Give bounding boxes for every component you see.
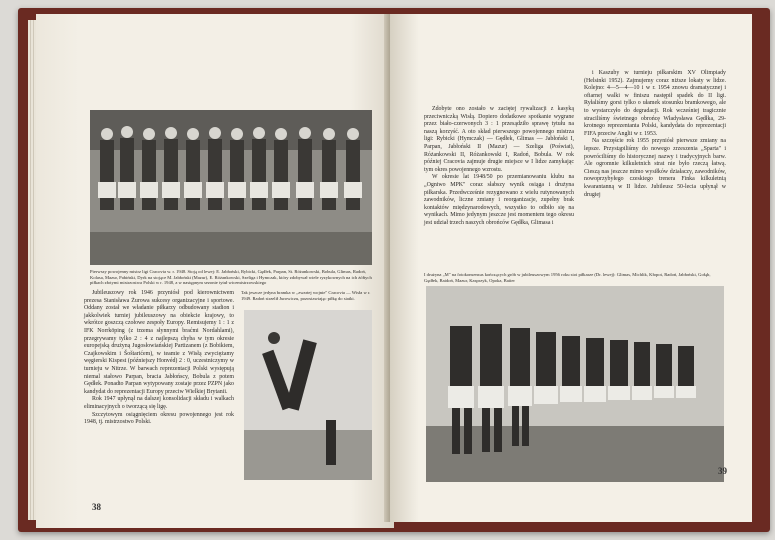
paragraph: W okresie lat 1948/50 po przemianowaniu klubu na „Ogniwo MPK" coraz słabszy wynik osiąga i drużyna piłkarska. Przedwcześnie rezygnowano z wielu rutynowanych zawodników, liczne zmiany i reorganizacje, zupełny brak kontaktów międzynarodowych, wszystko to odbiło się na wynikach. Mimo jedynym jeszcze jest momentem tego okresu jest udział trzech naszych obrońców Gędłka, Glimasa i <box>424 174 574 226</box>
photo-caption: I drużyna „M" na fotokonsensus kończących grób w jubileuszowym 1956 roku stoi piłkarze (Dr. lewej): Glimas, Michlik, Kłopot, Radoń, Jabłoński, Gołąb, Gędłek, Baidoń, Mazur, Kasprzyk, Opoka, Baiier <box>424 272 711 283</box>
match-action-photo <box>244 310 372 480</box>
paragraph: Zdobyte ono zostało w zaciętej rywalizacji z kasyką przeciwniczką Wisłą. Dopiero dodatkowe spotkanie wygrane przez biało-czerwonych 3 : 1 przesądziło sprawę tytułu na naszą korzyść. A oto skład pierwszego powojennego mistrza ligi: Rybicki (Hymczak) — Gędłek, Glimas — Jabłoński I, Parpan, Jabłoński II (Mazur) — Szeliga (Poświat), Różankowski II, Różankowski I, Radoń, Bobula. W rok później Cracovia zajmuje drugie miejsce w I lidze zamykając tym okres powojennego wzrostu. <box>424 106 574 173</box>
left-page <box>36 14 394 528</box>
page-number: 38 <box>92 502 101 512</box>
photo2-caption: Tak jeszcze jedyna bramka w „zwartej wojnie" Cracovia — Wisła w r. 1949. Radoń strzelił Jurowiczu, pozostawiając piłkę do siatki. <box>241 290 371 301</box>
paragraph: i Kaszuby w turnieju piłkarskim XV Olimpiady (Helsinki 1952). Zajmujemy coraz niższe lokaty w lidze. Kolejno: 4—5—4—10 i w r. 1954 znowu dramatycznej i ofiarnej walki w finiszu następił spadek do II ligi. Ryłaliśmy gorsi tylko o ułamek stosunku bramkowego, ale to wystarczyło do degradacji. Rok wcześniej tragicznie straciliśmy świetnego obrońcę Władysława Gędłka, 29-krotnego reprezentanta Polski, kandydata do reprezentacji FIFA przeciw Anglii w r. 1953. <box>584 70 726 137</box>
paragraph: Na szczęście rok 1955 przyniósł pierwsze zmiany na lepsze. Przystąpiliśmy do nowego zrzeszenia „Sparta" i powróciliśmy do historycznej nazwy i tradycyjnych barw. Ale ogromnie kilkuletnich strat nie było rzeczą łatwą. Cieszą nas jeszcze mimo wysiłków działaczy, zawodników, nowoprzybyłego czeskiego trenera Finka kilkuletnią kwarantanną w II lidze. Jubileusz 50-lecia upłynął w drugiej <box>584 138 726 198</box>
paragraph: Jubileuszowy rok 1946 przyniósł pod kierownictwem prezesa Stanisława Żurowa sukcesy organizacyjne i sportowe. Oddany został we władanie piłkarzy odbudowany stadion i jakkolwiek turniej jubileuszowy na obiekcie krajowy, to wkrótce goszczą czołowe zespoły Europy. Remisujemy 1 : 1 z IFK Norrköping (z trzema słynnymi braćmi Nordahlami), przegrywamy tylko 2 : 4 z najlepszą chyba w tym okresie europejską drużyną Jugosłowiańskiej Partizanem (z Bobikiem, Czajkowskim i Šoštarićem), w teamie z Wisłą zwyciężamy węgierski Kispest (późniejszy Honvéd) 2 : 0, uczestniczymy w turnieju w Nitrze. W barwach reprezentacji Polski występują niemal stałowo Parpan, bracia Jabłońscy, Bobula z potem Gędłek. Ponadto Parpan wytypowany zostaje przez PZPN jako kandydat do reprezentacji Europy przeciw Wielkiej Brytanii. <box>84 290 234 395</box>
page-number: 39 <box>718 466 727 476</box>
photo1-caption: Pierwszy powojenny mistrz ligi Cracovia w. r. 1948. Stoją od lewej: E. Jabłoński, Rybicki, Gędłek, Parpan, St. Różankowski, Bobula, Glimas, Radoń, Kolasa, Mazur, Pabiński, Dyrk na stojące M. Jabłoński (Mazur), E. Różankowski, Szeliga i Hymczak, który zdobywał wiele ryzykownych na ich żółtych piłkach złotymi mistrzostwa Polski w r. 1948, a w następnym sezonie tytuł wicemistrzowskiego <box>90 269 372 286</box>
left-page-column <box>84 290 234 427</box>
team-photo-1948 <box>90 110 372 265</box>
right-page <box>390 14 752 522</box>
paragraph: Rok 1947 upłynął na dalszej konsolidacji składu i walkach eliminacyjnych o tworzącą się ligę. <box>84 396 234 410</box>
right-page-column-1 <box>424 106 574 228</box>
team-photo-1956 <box>426 286 724 482</box>
right-page-column-2 <box>584 70 726 199</box>
paragraph: Szczytowym osiągnięciem okresu powojennego jest rok 1948, tj. mistrzostwo Polski. <box>84 411 234 426</box>
